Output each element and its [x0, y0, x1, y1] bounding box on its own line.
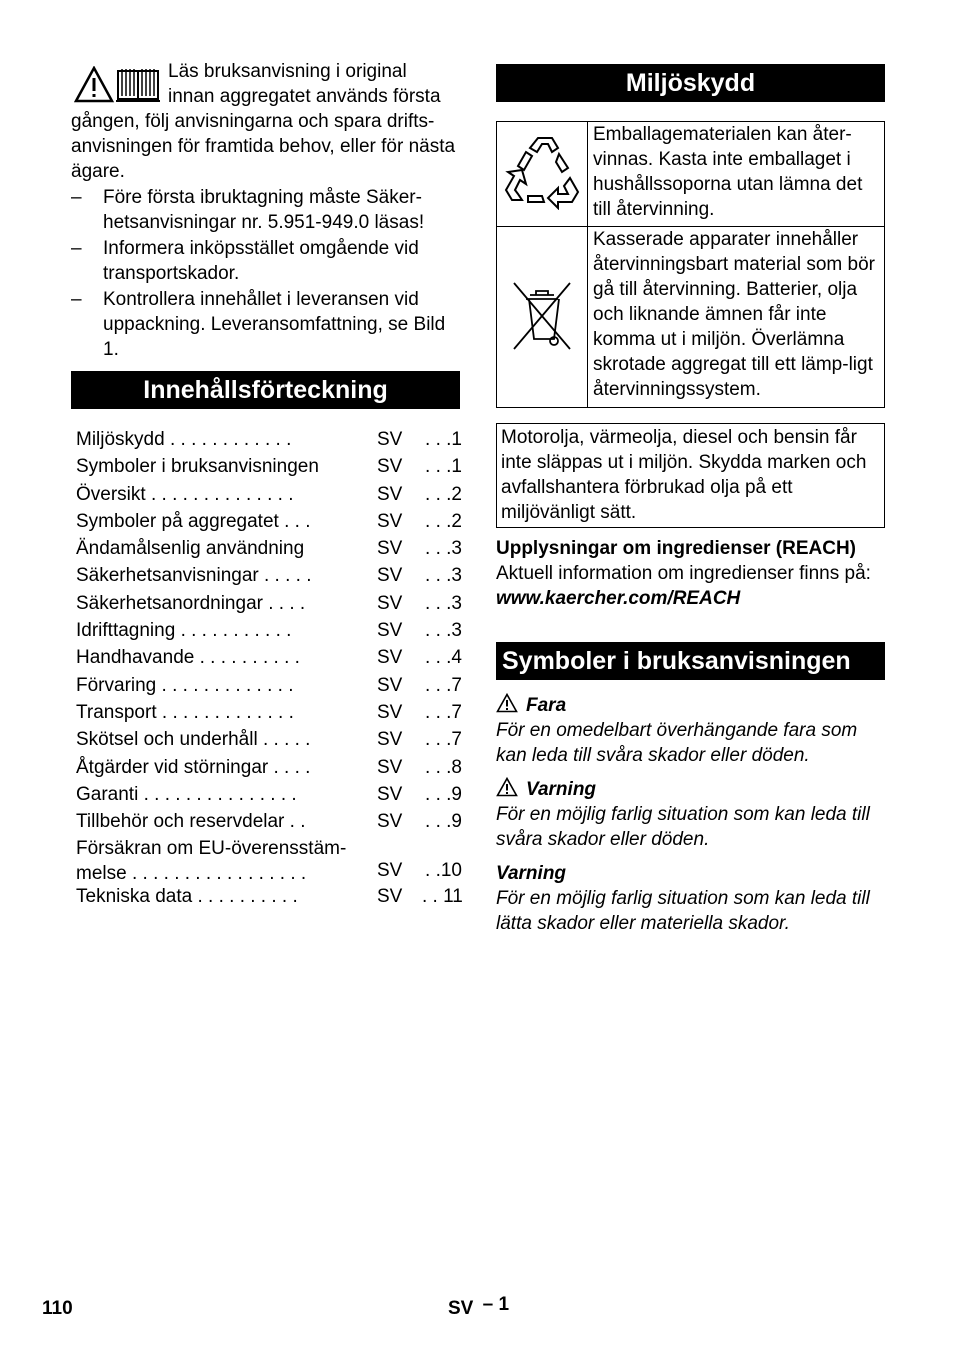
toc-row[interactable] [76, 782, 466, 809]
toc-title: Transport . . . . . . . . . . . . . [76, 701, 294, 723]
footer-page-index: – 1 [482, 1294, 510, 1315]
recycle-icon [504, 134, 580, 210]
toc-title: Handhavande . . . . . . . . . . [76, 647, 300, 669]
toc-lang: SV [377, 860, 403, 882]
toc-lang: SV [377, 756, 403, 778]
toc-page: . . .3 [425, 592, 462, 614]
toc-title: Idrifttagning . . . . . . . . . . . [76, 620, 292, 642]
intro-line-2: innan aggregatet används första [168, 86, 441, 107]
toc-page: . .10 [425, 860, 462, 882]
toc-title: Säkerhetsanvisningar . . . . . [76, 565, 312, 587]
toc-title: Försäkran om EU-överensstäm-melse . . . . . . . . . . . . . . . . . [76, 838, 347, 885]
toc-page: . . .3 [425, 538, 462, 560]
reach-section [496, 536, 891, 611]
symbol-fara-title [496, 693, 891, 718]
page-number: 110 [42, 1298, 73, 1319]
toc-row[interactable] [76, 563, 466, 590]
symbol-desc: För en omedelbart överhängande fara som kan leda till svåra skador eller döden. [496, 720, 858, 766]
toc-title: Symboler på aggregatet . . . [76, 510, 311, 532]
crossed-bin-icon-cell [497, 227, 588, 408]
toc-row[interactable] [76, 454, 466, 481]
footer-lang-page [448, 1294, 510, 1320]
footer-lang: SV [448, 1298, 474, 1319]
toc-lang: SV [377, 783, 403, 805]
toc-page: . . .2 [425, 510, 462, 532]
toc-row[interactable] [76, 727, 466, 754]
toc-page: . . .9 [425, 783, 462, 805]
toc-row[interactable] [76, 427, 466, 454]
toc-title: Översikt . . . . . . . . . . . . . . [76, 483, 294, 505]
table-of-contents [76, 427, 466, 912]
toc-page: . . .1 [425, 456, 462, 478]
toc-row[interactable] [76, 645, 466, 672]
intro-line-1: Läs bruksanvisning i original [168, 61, 407, 82]
symbol-varning-title [496, 777, 891, 802]
reach-link[interactable]: www.kaercher.com/REACH [496, 588, 741, 609]
toc-lang: SV [377, 674, 403, 696]
symbol-desc: För en möjlig farlig situation som kan leda till svåra skador eller döden. [496, 804, 870, 850]
intro-item-text: Före första ibruktagning måste Säker-hetsanvisningar nr. 5.951-949.0 läsas! [103, 187, 425, 233]
toc-lang: SV [377, 592, 403, 614]
toc-title: Tekniska data . . . . . . . . . . [76, 886, 298, 908]
toc-page: . . 11 [422, 886, 463, 908]
toc-row[interactable] [76, 673, 466, 700]
toc-title: Symboler i bruksanvisningen [76, 456, 319, 478]
reach-heading: Upplysningar om ingredienser (REACH) [496, 538, 856, 559]
symbol-label: Fara [526, 695, 567, 716]
intro-item [71, 185, 463, 235]
warning-triangle-icon [496, 693, 518, 713]
toc-title: Förvaring . . . . . . . . . . . . . [76, 674, 294, 696]
toc-page: . . .7 [425, 674, 462, 696]
symbol-label: Varning [496, 863, 567, 884]
oil-notice-box: Motorolja, värmeolja, diesel och bensin får inte släppas ut i miljön. Skydda marken och avfallshantera förbrukad olja på ett miljövänligt sätt. [496, 423, 885, 528]
toc-page: . . .7 [425, 701, 462, 723]
toc-row[interactable] [76, 618, 466, 645]
toc-row[interactable] [76, 482, 466, 509]
toc-lang: SV [377, 701, 403, 723]
toc-page: . . .1 [425, 429, 462, 450]
toc-row[interactable] [76, 755, 466, 782]
toc-row[interactable] [76, 591, 466, 618]
toc-title: Miljöskydd . . . . . . . . . . . . [76, 429, 292, 450]
toc-row[interactable] [76, 809, 466, 836]
toc-lang: SV [377, 647, 403, 669]
toc-lang: SV [377, 620, 403, 642]
toc-title: Garanti . . . . . . . . . . . . . . . [76, 783, 297, 805]
toc-title: Skötsel och underhåll . . . . . [76, 729, 311, 751]
crossed-bin-icon [510, 277, 574, 353]
environment-heading: Miljöskydd [496, 64, 885, 102]
intro-item [71, 236, 463, 286]
intro-item-text: Kontrollera innehållet i leveransen vid uppackning. Leveransomfattning, se Bild 1. [103, 289, 446, 360]
environment-table [496, 121, 885, 408]
dash-bullet: – [71, 289, 82, 310]
symbol-label: Varning [526, 779, 597, 800]
table-row [497, 122, 885, 227]
toc-page: . . .9 [425, 811, 462, 833]
toc-heading: Innehållsförteckning [71, 371, 460, 409]
toc-row[interactable] [76, 836, 466, 884]
toc-lang: SV [377, 729, 403, 751]
toc-page: . . .7 [425, 729, 462, 751]
toc-row[interactable] [76, 536, 466, 563]
intro-item-text: Informera inköpsstället omgående vid transportskador. [103, 238, 419, 284]
toc-title: Ändamålsenlig användning [76, 538, 305, 560]
warning-triangle-icon [496, 777, 518, 797]
toc-lang: SV [377, 429, 403, 450]
toc-row[interactable] [76, 509, 466, 536]
intro-text [71, 59, 463, 362]
toc-page: . . .3 [425, 565, 462, 587]
symbol-varning-light-title [496, 861, 891, 886]
toc-page: . . .2 [425, 483, 462, 505]
toc-lang: SV [377, 811, 403, 833]
toc-row[interactable] [76, 700, 466, 727]
toc-lang: SV [377, 510, 403, 532]
recycle-icon-cell [497, 122, 588, 227]
symbols-heading: Symboler i bruksanvisningen [496, 642, 885, 680]
dash-bullet: – [71, 187, 82, 208]
toc-lang: SV [377, 565, 403, 587]
table-row [497, 227, 885, 408]
intro-rest: gången, följ anvisningarna och spara drifts-anvisningen för framtida behov, eller för nästa ägare. [71, 111, 456, 182]
toc-row[interactable] [76, 884, 466, 911]
toc-lang: SV [377, 538, 403, 560]
toc-page: . . .3 [425, 620, 462, 642]
symbol-desc: För en möjlig farlig situation som kan leda till lätta skador eller materiella skador. [496, 888, 870, 934]
toc-lang: SV [377, 456, 403, 478]
toc-title: Säkerhetsanordningar . . . . [76, 592, 306, 614]
toc-lang: SV [377, 483, 403, 505]
reach-text: Aktuell information om ingredienser finns på: [496, 563, 871, 584]
intro-item [71, 287, 463, 362]
recycle-text: Emballagematerialen kan åter-vinnas. Kasta inte emballaget i hushållssoporna utan lämna det till återvinning. [588, 122, 885, 227]
toc-page: . . .8 [425, 756, 462, 778]
dash-bullet: – [71, 238, 82, 259]
toc-title: Tillbehör och reservdelar . . [76, 811, 306, 833]
disposal-text: Kasserade apparater innehåller återvinningsbart material som bör gå till återvinning. Batterier, olja och liknande ämnen får inte komma ut i miljön. Överlämna skrotade aggregat till ett lämp-ligt återvinningssystem. [588, 227, 885, 408]
toc-page: . . .4 [425, 647, 462, 669]
symbols-section [496, 690, 891, 936]
toc-title: Åtgärder vid störningar . . . . [76, 756, 311, 778]
toc-lang: SV [377, 886, 403, 908]
